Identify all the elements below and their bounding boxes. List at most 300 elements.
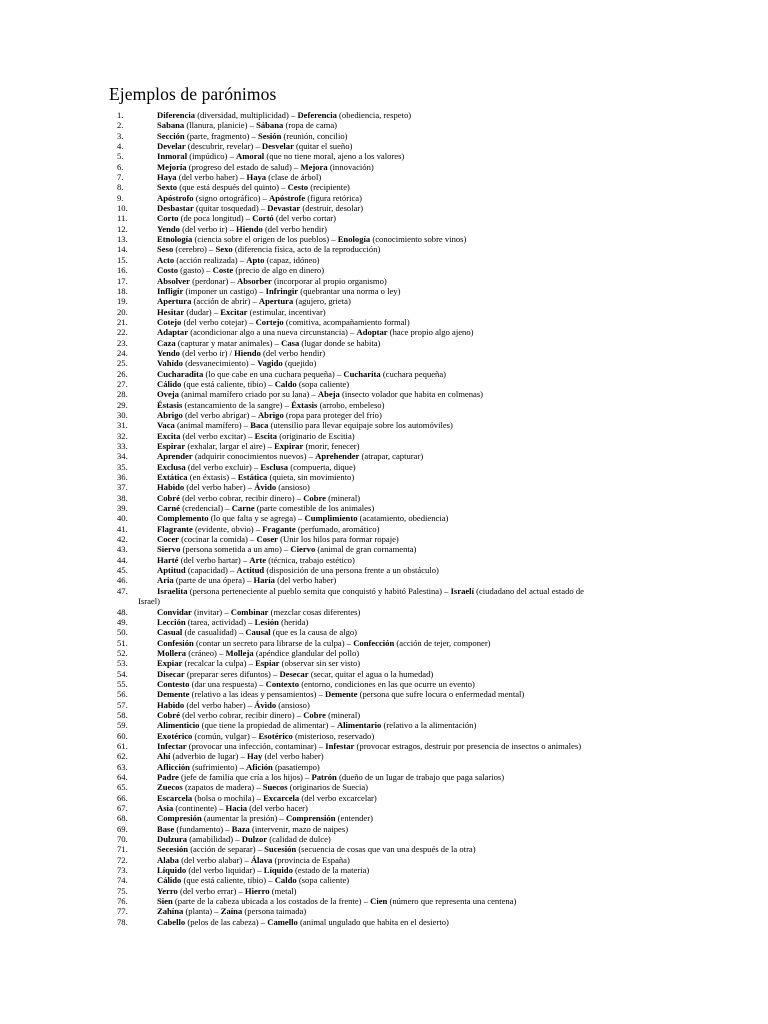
first-definition: (estancamiento de la sangre) –: [184, 399, 289, 410]
first-word: Asia: [157, 803, 174, 814]
list-item-text: [157, 338, 380, 348]
list-item-number: 16.: [117, 265, 128, 276]
list-item-number: 66.: [117, 792, 128, 803]
first-word: Cucharadita: [157, 368, 204, 379]
second-word: Hiendo: [236, 223, 263, 234]
first-word: Oveja: [157, 389, 179, 400]
second-word: Expirar: [274, 441, 304, 451]
list-item: [0, 834, 768, 844]
list-item-number: 42.: [117, 534, 128, 545]
list-item-number: 60.: [117, 730, 128, 741]
list-item-number: 49.: [117, 616, 128, 627]
first-definition: (recalcar la culpa) –: [184, 658, 253, 669]
second-definition: (acción de tejer, componer): [396, 637, 491, 648]
list-item-text: [157, 379, 349, 389]
second-definition: (lugar donde se habita): [301, 337, 381, 348]
first-definition: (cráneo) –: [188, 647, 224, 658]
list-item: [0, 669, 768, 679]
first-definition: (en éxtasis) –: [189, 472, 236, 483]
list-item: [0, 286, 768, 296]
first-word: Cálido: [157, 378, 182, 389]
second-definition: (misterioso, reservado): [294, 730, 375, 741]
second-definition: (acatamiento, obediencia): [359, 513, 449, 524]
list-item-text: [157, 203, 363, 213]
second-word: Abrigo: [257, 409, 284, 420]
first-word: Cálido: [157, 875, 182, 886]
list-item-text: [157, 493, 360, 503]
second-definition: (del verbo excarcelar): [301, 792, 377, 803]
second-word: Ciervo: [290, 544, 316, 555]
list-item: [0, 369, 768, 379]
first-definition: (descubrir, revelar) –: [187, 141, 260, 152]
list-item-number: 12.: [117, 223, 128, 234]
list-item: [0, 617, 768, 627]
first-definition: (relativo a las ideas y pensamientos) –: [191, 689, 323, 700]
list-item-number: 44.: [117, 554, 128, 565]
first-definition: (adverbio de lugar) –: [172, 751, 245, 762]
second-word: Amoral: [236, 151, 265, 162]
first-definition: (ciencia sobre el origen de los pueblos) –: [194, 234, 336, 245]
second-word: Cucharita: [343, 368, 381, 379]
first-definition: (exhalar, largar el aire) –: [187, 441, 272, 451]
list-item-continuation: Israel): [138, 596, 160, 607]
list-item: [0, 224, 768, 234]
list-item: [0, 451, 768, 461]
list-item-number: 10.: [117, 203, 128, 214]
list-item: [0, 782, 768, 792]
second-word: Ávido: [254, 699, 277, 710]
list-item: [0, 338, 768, 348]
list-item: [0, 855, 768, 865]
second-word: Baza: [231, 823, 250, 834]
first-word: Carné: [157, 503, 180, 514]
second-word: Coste: [212, 265, 234, 276]
list-item: [0, 193, 768, 203]
list-item: [0, 586, 768, 607]
second-word: Líquido: [263, 865, 293, 876]
list-item-number: 27.: [117, 378, 128, 389]
first-word: Compresión: [157, 813, 202, 824]
first-word: Exotérico: [157, 730, 193, 741]
second-definition: (ansioso): [278, 482, 310, 493]
first-word: Corto: [157, 213, 179, 224]
first-definition: (lo que falta y se agrega) –: [210, 513, 303, 524]
first-definition: (persona perteneciente al pueblo semita que conquistó y habitó Palestina) –: [189, 585, 449, 596]
list-item-text: [157, 627, 357, 637]
list-item: [0, 151, 768, 161]
second-definition: (apéndice glandular del pollo): [255, 647, 360, 658]
second-definition: (del verbo haber): [277, 575, 337, 586]
list-item-text: [157, 400, 384, 410]
second-word: Esclusa: [260, 461, 289, 472]
first-word: Mollera: [157, 647, 187, 658]
list-item-number: 61.: [117, 740, 128, 751]
second-definition: (entender): [337, 813, 373, 824]
list-item-text: [157, 441, 359, 451]
list-item-number: 55.: [117, 678, 128, 689]
first-definition: (aumentar la presión) –: [203, 813, 284, 824]
list-item: [0, 689, 768, 699]
list-item-number: 46.: [117, 575, 128, 586]
second-definition: (mineral): [328, 492, 361, 503]
list-item: [0, 700, 768, 710]
list-item-number: 50.: [117, 627, 128, 638]
list-item-number: 43.: [117, 544, 128, 555]
first-definition: (desvanecimiento) –: [185, 358, 256, 369]
list-item: [0, 638, 768, 648]
second-definition: (ciudadano del actual estado de: [476, 585, 584, 596]
list-item: [0, 255, 768, 265]
list-item-number: 53.: [117, 658, 128, 669]
second-definition: (diferencia física, acto de la reproducción): [234, 244, 381, 255]
list-item-text: [157, 358, 316, 368]
list-item-number: 15.: [117, 254, 128, 265]
first-word: Yendo: [157, 223, 180, 234]
list-item-text: [157, 110, 411, 120]
list-item-number: 5.: [117, 151, 124, 162]
first-definition: (capturar y matar animales) –: [177, 337, 279, 348]
list-item-number: 77.: [117, 906, 128, 917]
list-item-number: 67.: [117, 803, 128, 814]
first-word: Exclusa: [157, 461, 186, 472]
list-item: [0, 575, 768, 585]
second-definition: (del verbo hendir): [263, 347, 326, 358]
first-definition: (jefe de familia que cría a los hijos) –: [180, 772, 310, 782]
second-definition: (originarios de Suecia): [289, 782, 369, 793]
list-item-number: 70.: [117, 834, 128, 845]
first-definition: (imponer un castigo) –: [185, 285, 264, 296]
second-word: Casa: [281, 337, 300, 348]
first-word: Costo: [157, 265, 179, 276]
first-word: Develar: [157, 141, 186, 152]
list-item-text: [157, 513, 448, 523]
list-item-number: 28.: [117, 389, 128, 400]
list-item: [0, 420, 768, 430]
second-word: Infringir: [265, 285, 299, 296]
list-item-text: [157, 276, 387, 286]
first-word: Secesión: [157, 844, 189, 855]
list-item-number: 54.: [117, 668, 128, 679]
first-word: Excita: [157, 430, 181, 441]
second-word: Zaína: [220, 906, 243, 917]
list-item-text: [157, 782, 368, 792]
second-word: Infestar: [325, 740, 355, 751]
second-word: Cien: [370, 896, 388, 907]
list-item-number: 9.: [117, 192, 124, 203]
list-item-text: [157, 638, 491, 648]
first-word: Aptitud: [157, 565, 186, 576]
first-word: Flagrante: [157, 523, 193, 534]
first-definition: (del verbo liquidar) –: [188, 865, 262, 876]
second-word: Cobre: [303, 709, 326, 720]
list-item: [0, 203, 768, 213]
list-item-text: [157, 389, 483, 399]
second-definition: (provincia de España): [274, 854, 350, 865]
first-definition: (continente) –: [175, 803, 224, 814]
list-item-text: [157, 503, 374, 513]
second-word: Molleja: [225, 647, 254, 658]
list-item-text: [157, 648, 359, 658]
list-item-text: [157, 265, 324, 275]
first-definition: (tarea, actividad) –: [187, 616, 253, 627]
list-item: [0, 120, 768, 130]
list-item-text: [157, 917, 449, 927]
second-word: Hierro: [244, 885, 270, 896]
list-item-text: [157, 348, 325, 358]
second-definition: (del verbo hendir): [264, 223, 327, 234]
second-word: Excitar: [220, 306, 248, 317]
list-item: [0, 307, 768, 317]
first-definition: (de poca longitud) –: [180, 213, 251, 224]
first-definition: (planta) –: [185, 906, 219, 917]
first-word: Hesitar: [157, 306, 185, 317]
list-item-number: 25.: [117, 358, 128, 369]
second-definition: (reunión, concilio): [283, 130, 348, 141]
list-item-text: [157, 410, 382, 420]
second-word: Hay: [247, 751, 263, 762]
list-item-number: 34.: [117, 451, 128, 462]
second-word: Baca: [250, 420, 269, 431]
list-item-text: [157, 720, 476, 730]
list-item-text: [157, 679, 475, 689]
list-item: [0, 875, 768, 885]
list-item: [0, 803, 768, 813]
list-item-text: [157, 482, 310, 492]
first-definition: (que tiene la propiedad de alimentar) –: [201, 720, 335, 731]
list-item-text: [157, 472, 354, 482]
list-item-text: [157, 451, 423, 461]
list-item-text: [157, 565, 439, 575]
second-definition: (ansioso): [278, 699, 310, 710]
first-word: Yerro: [157, 885, 178, 896]
first-definition: (impúdico) –: [189, 151, 234, 162]
first-word: Sien: [157, 896, 173, 907]
second-word: Devastar: [267, 203, 301, 214]
second-word: Demente: [325, 689, 358, 700]
second-definition: (animal ungulado que habita en el desierto): [299, 916, 449, 927]
first-word: Zahína: [157, 906, 184, 917]
first-word: Infligir: [157, 285, 184, 296]
second-definition: (quejido): [284, 358, 317, 369]
second-word: Haría: [253, 575, 275, 586]
list-item-number: 23.: [117, 337, 128, 348]
second-word: Aprehender: [315, 451, 360, 462]
first-definition: (pelos de las cabeza) –: [187, 916, 266, 927]
first-definition: (llanura, planicie) –: [186, 120, 254, 131]
second-definition: (sopa caliente): [298, 875, 350, 886]
first-word: Base: [157, 823, 175, 834]
first-word: Harté: [157, 554, 179, 565]
second-definition: (del verbo haber): [264, 751, 324, 762]
list-item-number: 18.: [117, 285, 128, 296]
second-definition: (hace propio algo ajeno): [389, 327, 474, 338]
first-definition: (adquirir conocimientos nuevos) –: [194, 451, 313, 462]
first-word: Líquido: [157, 865, 187, 876]
first-definition: (del verbo cotejar) –: [183, 316, 254, 327]
first-word: Aria: [157, 575, 174, 586]
list-item-text: [157, 772, 504, 782]
second-word: Dulzor: [241, 834, 268, 845]
list-item-number: 33.: [117, 441, 128, 451]
first-definition: (persona sometida a un amo) –: [182, 544, 289, 555]
second-definition: (entorno, condiciones en las que ocurre un evento): [301, 678, 475, 689]
first-definition: (lo que cabe en una cuchara pequeña) –: [205, 368, 342, 379]
first-definition: (del verbo errar) –: [180, 885, 243, 896]
list-item-text: [157, 875, 349, 885]
list-item-number: 31.: [117, 420, 128, 431]
first-word: Habido: [157, 699, 185, 710]
list-item-text: [157, 151, 404, 161]
list-item-number: 75.: [117, 885, 128, 896]
first-word: Absolver: [157, 275, 190, 286]
list-item: [0, 762, 768, 772]
second-word: Confección: [353, 637, 395, 648]
first-word: Yendo: [157, 347, 180, 358]
second-word: Comprensión: [285, 813, 336, 824]
first-definition: (del verbo haber) –: [186, 482, 253, 493]
list-item-text: [157, 844, 476, 854]
second-definition: (cuchara pequeña): [382, 368, 447, 379]
second-definition: (persona que sufre locura o enfermedad mental): [359, 689, 525, 700]
list-item-text: [157, 607, 360, 617]
list-item-text: [157, 234, 466, 244]
first-definition: (dar una respuesta) –: [191, 678, 264, 689]
list-item-text: [157, 555, 355, 565]
list-item-text: [157, 803, 308, 813]
first-definition: (progreso del estado de salud) –: [188, 161, 299, 172]
first-word: Cabello: [157, 916, 186, 927]
list-item-text: [157, 813, 373, 823]
second-definition: (compuerta, dique): [290, 461, 356, 472]
first-word: Apertura: [157, 296, 192, 307]
second-word: Carne: [231, 503, 255, 514]
list-item: [0, 410, 768, 420]
list-item: [0, 886, 768, 896]
second-definition: (ropa de cama): [285, 120, 337, 131]
list-item-number: 59.: [117, 720, 128, 731]
first-definition: (del verbo ir) –: [182, 223, 234, 234]
list-item-number: 32.: [117, 430, 128, 441]
second-word: Apto: [246, 254, 265, 265]
list-item: [0, 534, 768, 544]
second-word: Fragante: [262, 523, 296, 534]
list-item-text: [157, 617, 308, 627]
list-item-text: [157, 534, 399, 544]
second-word: Ávido: [254, 482, 277, 493]
first-definition: (que está caliente, tibio) –: [183, 378, 273, 389]
list-item-text: [157, 327, 474, 337]
first-definition: (del verbo cobrar, recibir dinero) –: [182, 492, 302, 503]
first-word: Éstasis: [157, 399, 183, 410]
second-definition: (mezclar cosas diferentes): [270, 606, 361, 617]
list-item-number: 4.: [117, 141, 124, 152]
second-word: Afición: [246, 761, 273, 772]
list-item-number: 14.: [117, 244, 128, 255]
second-definition: (que es la causa de algo): [272, 627, 358, 638]
first-word: Abrigo: [157, 409, 183, 420]
second-definition: (persona taimada): [244, 906, 307, 917]
list-item-number: 26.: [117, 368, 128, 379]
list-item: [0, 824, 768, 834]
list-item: [0, 131, 768, 141]
first-word: Escarcela: [157, 792, 193, 803]
list-item-number: 2.: [117, 120, 124, 131]
list-item: [0, 772, 768, 782]
second-definition: (técnica, trabajo estético): [268, 554, 355, 565]
list-item: [0, 482, 768, 492]
page-title: Ejemplos de parónimos: [109, 84, 277, 104]
first-definition: (dudar) –: [186, 306, 219, 317]
second-word: Caldo: [274, 875, 297, 886]
second-definition: (secar, quitar el agua o la humedad): [310, 668, 434, 679]
second-definition: (secuencia de cosas que van una después de la otra): [298, 844, 476, 855]
second-definition: (mineral): [328, 709, 361, 720]
list-item: [0, 327, 768, 337]
list-item-text: [157, 906, 306, 916]
list-item-number: 24.: [117, 347, 128, 358]
list-item-number: 30.: [117, 409, 128, 420]
list-item: [0, 234, 768, 244]
second-word: Esotérico: [258, 730, 293, 741]
second-word: Estática: [237, 472, 268, 483]
first-word: Sexto: [157, 182, 178, 193]
list-item-text: [157, 120, 337, 130]
list-item-text: [157, 317, 410, 327]
second-word: Mejora: [300, 161, 328, 172]
second-word: Cortó: [252, 213, 274, 224]
second-definition: (destruir, desolar): [302, 203, 364, 214]
list-item-number: 3.: [117, 130, 124, 141]
second-definition: (comitiva, acompañamiento formal): [285, 316, 410, 327]
first-word: Demente: [157, 689, 190, 700]
list-item: [0, 296, 768, 306]
first-word: Siervo: [157, 544, 181, 555]
second-definition: (quebrantar una norma o ley): [300, 285, 401, 296]
list-item-number: 39.: [117, 503, 128, 514]
first-definition: (del verbo hartar) –: [180, 554, 248, 565]
list-item-number: 40.: [117, 513, 128, 524]
list-item-number: 1.: [117, 110, 124, 120]
list-item: [0, 917, 768, 927]
first-word: Aprender: [157, 451, 193, 462]
list-item: [0, 906, 768, 916]
first-word: Habido: [157, 482, 185, 493]
first-definition: (cocinar la comida) –: [181, 534, 255, 545]
first-word: Convidar: [157, 606, 192, 617]
list-item: [0, 493, 768, 503]
second-word: Sábana: [256, 120, 284, 131]
second-word: Coser: [256, 534, 278, 545]
list-item-text: [157, 244, 380, 254]
list-item-text: [157, 731, 374, 741]
list-item: [0, 896, 768, 906]
list-item: [0, 472, 768, 482]
list-item-text: [157, 710, 360, 720]
first-definition: (del verbo excluir) –: [187, 461, 259, 472]
second-definition: (perfumado, aromático): [297, 523, 380, 534]
second-definition: (que no tiene moral, ajeno a los valores): [266, 151, 405, 162]
first-definition: (signo ortográfico) –: [195, 192, 267, 203]
first-word: Casual: [157, 627, 183, 638]
list-item: [0, 348, 768, 358]
list-item-number: 48.: [117, 606, 128, 617]
first-definition: (del verbo ir) /: [182, 347, 232, 358]
list-item: [0, 317, 768, 327]
first-definition: (acondicionar algo a una nueva circunstancia) –: [190, 327, 355, 338]
second-definition: (del verbo cortar): [275, 213, 337, 224]
second-word: Apóstrofe: [269, 192, 306, 203]
first-definition: (sufrimiento) –: [192, 761, 244, 772]
